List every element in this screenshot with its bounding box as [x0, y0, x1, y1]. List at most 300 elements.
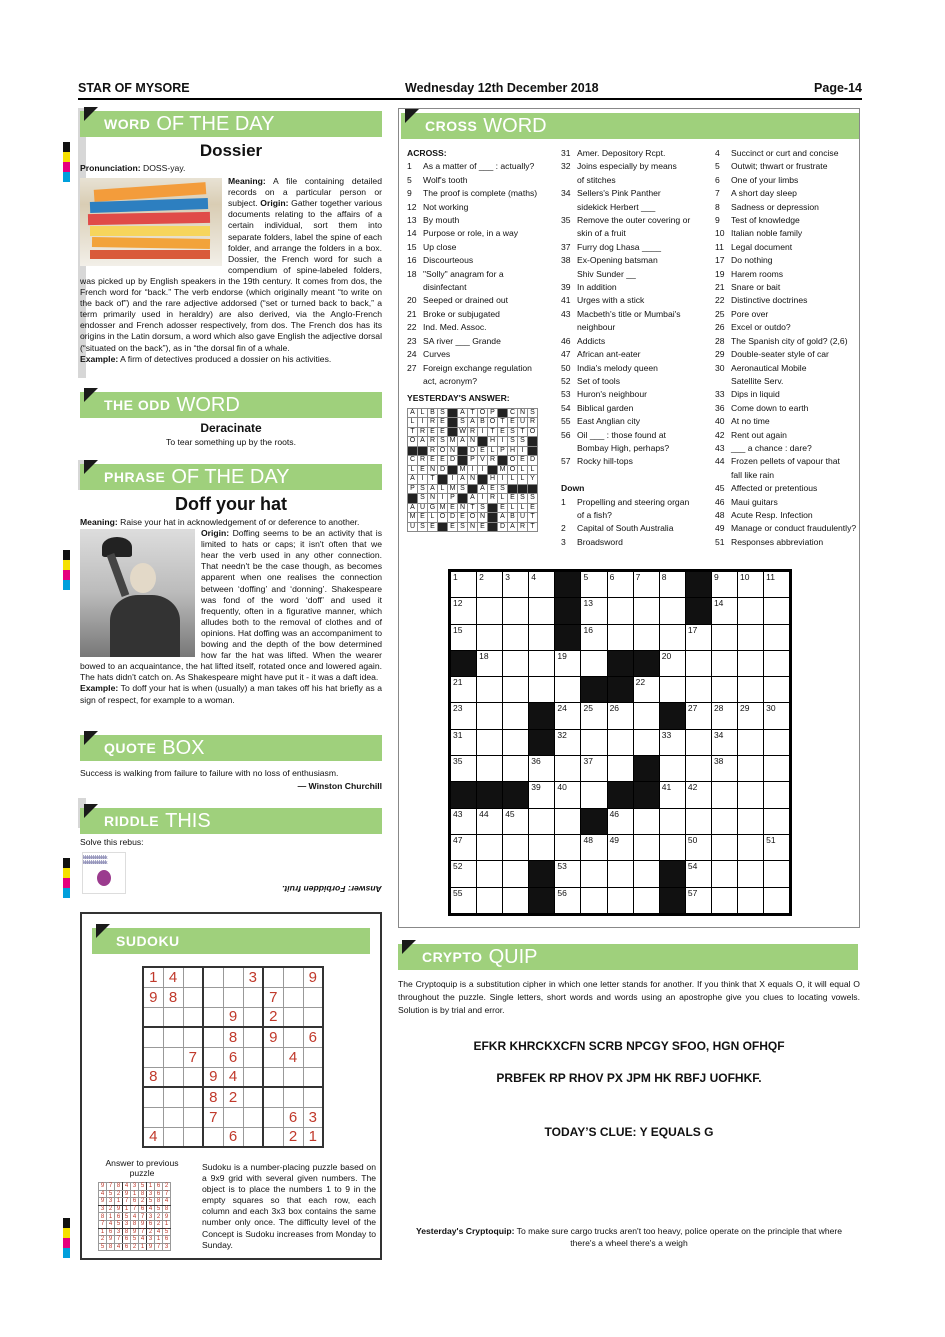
sudoku-cell[interactable]	[163, 1127, 183, 1147]
grid-cell[interactable]	[503, 598, 529, 624]
sudoku-cell[interactable]	[143, 1107, 163, 1127]
answer-cell: L	[518, 465, 528, 475]
prev-sudoku-cell: 3	[163, 1243, 171, 1251]
section-heading: THE ODD WORD	[80, 392, 382, 418]
grid-cell[interactable]	[477, 598, 503, 624]
answer-cell: E	[448, 522, 458, 532]
sudoku-cell[interactable]	[183, 1087, 203, 1107]
grid-cell[interactable]	[685, 756, 711, 782]
sudoku-cell[interactable]	[183, 1067, 203, 1087]
sudoku-cell[interactable]	[223, 987, 243, 1007]
grid-cell[interactable]	[659, 677, 685, 703]
grid-cell[interactable]: 35	[451, 756, 477, 782]
grid-cell[interactable]	[764, 677, 790, 703]
grid-cell[interactable]	[685, 650, 711, 676]
grid-cell[interactable]	[764, 887, 790, 913]
grid-cell[interactable]: 22	[633, 677, 659, 703]
clue: 3 Broadsword	[561, 536, 623, 547]
answer-cell: L	[518, 475, 528, 485]
grid-cell[interactable]	[477, 703, 503, 729]
grid-cell[interactable]	[659, 756, 685, 782]
grid-cell[interactable]	[633, 703, 659, 729]
grid-cell[interactable]	[685, 808, 711, 834]
grid-cell[interactable]	[764, 861, 790, 887]
sudoku-cell[interactable]: 1	[303, 1127, 323, 1147]
grid-cell[interactable]	[477, 729, 503, 755]
grid-cell[interactable]	[581, 729, 607, 755]
grid-cell[interactable]: 3	[503, 572, 529, 598]
grid-cell[interactable]	[503, 861, 529, 887]
grid-cell[interactable]: 19	[555, 650, 581, 676]
sudoku-cell[interactable]	[283, 1087, 303, 1107]
grid-cell[interactable]: 47	[451, 834, 477, 860]
sudoku-cell[interactable]	[223, 1107, 243, 1127]
grid-cell[interactable]: 41	[659, 782, 685, 808]
grid-cell[interactable]: 32	[555, 729, 581, 755]
answer-cell	[458, 494, 468, 504]
riddle-prompt: Solve this rebus:	[80, 837, 144, 847]
prev-sudoku-cell: 2	[139, 1198, 147, 1206]
sudoku-cell[interactable]	[163, 1107, 183, 1127]
clue: 51 Responses abbreviation	[715, 536, 824, 547]
sudoku-cell[interactable]	[183, 1127, 203, 1147]
crossword-grid[interactable]	[448, 569, 792, 916]
sudoku-cell[interactable]	[243, 987, 263, 1007]
grid-cell[interactable]: 21	[451, 677, 477, 703]
grid-cell[interactable]	[633, 808, 659, 834]
sudoku-cell[interactable]: 3	[243, 967, 263, 987]
sudoku-cell[interactable]: 9	[223, 1007, 243, 1027]
sudoku-cell[interactable]: 4	[283, 1047, 303, 1067]
sudoku-cell[interactable]: 8	[143, 1067, 163, 1087]
grid-cell[interactable]: 17	[685, 624, 711, 650]
grid-cell[interactable]	[477, 677, 503, 703]
answer-cell: E	[418, 513, 428, 523]
sudoku-cell[interactable]: 6	[303, 1027, 323, 1047]
sudoku-cell[interactable]	[203, 987, 223, 1007]
grid-cell[interactable]	[477, 887, 503, 913]
sudoku-cell[interactable]	[163, 1047, 183, 1067]
sudoku-cell[interactable]	[283, 1007, 303, 1027]
answer-cell: E	[508, 494, 518, 504]
sudoku-cell[interactable]	[283, 987, 303, 1007]
sudoku-grid[interactable]	[142, 966, 324, 1148]
grid-cell[interactable]: 26	[607, 703, 633, 729]
sudoku-cell[interactable]	[163, 1087, 183, 1107]
black-square	[685, 598, 711, 624]
grid-cell[interactable]	[738, 677, 764, 703]
grid-cell[interactable]	[633, 624, 659, 650]
grid-cell[interactable]	[529, 598, 555, 624]
quote-box	[80, 735, 382, 791]
clue: 29 Double-seater style of car	[715, 349, 829, 360]
grid-cell[interactable]	[633, 887, 659, 913]
grid-cell[interactable]	[738, 729, 764, 755]
prev-sudoku-cell: 1	[139, 1243, 147, 1251]
grid-cell[interactable]	[477, 624, 503, 650]
black-square	[659, 703, 685, 729]
sudoku-cell[interactable]	[243, 1087, 263, 1107]
answer-cell: V	[478, 456, 488, 466]
prev-sudoku-cell: 7	[123, 1198, 131, 1206]
grid-cell[interactable]: 25	[581, 703, 607, 729]
sudoku-cell[interactable]	[183, 967, 203, 987]
sudoku-cell[interactable]: 9	[203, 1067, 223, 1087]
grid-cell[interactable]: 9	[711, 572, 737, 598]
sudoku-cell[interactable]: 1	[143, 967, 163, 987]
clue: Satellite Serv.	[731, 375, 784, 386]
grid-cell[interactable]: 43	[451, 808, 477, 834]
grid-cell[interactable]: 14	[711, 598, 737, 624]
grid-cell[interactable]	[529, 808, 555, 834]
grid-cell[interactable]: 39	[529, 782, 555, 808]
sudoku-cell[interactable]	[143, 1087, 163, 1107]
sudoku-cell[interactable]: 8	[163, 987, 183, 1007]
clue: 35 Remove the outer covering or	[561, 215, 691, 226]
grid-cell[interactable]: 27	[685, 703, 711, 729]
grid-cell[interactable]: 20	[659, 650, 685, 676]
sudoku-cell[interactable]	[263, 1067, 283, 1087]
prev-sudoku-cell: 1	[163, 1220, 171, 1228]
grid-cell[interactable]: 24	[555, 703, 581, 729]
grid-cell[interactable]	[764, 729, 790, 755]
sudoku-cell[interactable]: 9	[143, 987, 163, 1007]
sudoku-cell[interactable]	[183, 1107, 203, 1127]
sudoku-cell[interactable]	[163, 1067, 183, 1087]
grid-cell[interactable]: 16	[581, 624, 607, 650]
grid-cell[interactable]: 28	[711, 703, 737, 729]
sudoku-cell[interactable]: 9	[263, 1027, 283, 1047]
sudoku-cell[interactable]	[243, 1107, 263, 1127]
grid-cell[interactable]	[503, 887, 529, 913]
grid-cell[interactable]	[764, 650, 790, 676]
grid-cell[interactable]	[503, 650, 529, 676]
answer-cell: T	[468, 503, 478, 513]
grid-cell[interactable]	[581, 782, 607, 808]
sudoku-cell[interactable]	[243, 1007, 263, 1027]
sudoku-cell[interactable]	[283, 1067, 303, 1087]
prev-sudoku-cell: 8	[163, 1205, 171, 1213]
grid-cell[interactable]: 51	[764, 834, 790, 860]
sudoku-cell[interactable]	[243, 1067, 263, 1087]
grid-cell[interactable]: 34	[711, 729, 737, 755]
sudoku-cell[interactable]	[243, 1047, 263, 1067]
grid-cell[interactable]	[659, 598, 685, 624]
grid-cell[interactable]	[503, 624, 529, 650]
grid-cell[interactable]	[764, 756, 790, 782]
grid-cell[interactable]: 57	[685, 887, 711, 913]
grid-cell[interactable]	[738, 834, 764, 860]
answer-cell	[478, 437, 488, 447]
sudoku-cell[interactable]: 7	[263, 987, 283, 1007]
grid-cell[interactable]	[711, 834, 737, 860]
grid-cell[interactable]	[711, 861, 737, 887]
clue: 37 Furry dog Lhasa ____	[561, 241, 662, 252]
sudoku-cell[interactable]	[303, 987, 323, 1007]
answer-cell	[528, 484, 538, 494]
prev-sudoku-cell: 6	[115, 1213, 123, 1221]
prev-sudoku-cell: 5	[123, 1213, 131, 1221]
sudoku-cell[interactable]	[303, 1087, 323, 1107]
sudoku-cell[interactable]	[183, 1027, 203, 1047]
clue: 33 Dips in liquid	[715, 389, 780, 400]
sudoku-cell[interactable]	[263, 1047, 283, 1067]
answer-cell: R	[488, 494, 498, 504]
grid-cell[interactable]	[503, 677, 529, 703]
grid-cell[interactable]	[581, 861, 607, 887]
grid-cell[interactable]: 12	[451, 598, 477, 624]
grid-cell[interactable]	[581, 887, 607, 913]
answer-cell: L	[408, 418, 418, 428]
grid-cell[interactable]: 50	[685, 834, 711, 860]
grid-cell[interactable]: 1	[451, 572, 477, 598]
prev-sudoku-cell: 5	[99, 1243, 107, 1251]
grid-cell[interactable]	[764, 808, 790, 834]
section-heading: RIDDLE THIS	[80, 808, 382, 834]
grid-cell[interactable]	[633, 729, 659, 755]
answer-cell	[448, 408, 458, 418]
prev-sudoku-cell: 6	[123, 1243, 131, 1251]
answer-cell: A	[458, 437, 468, 447]
grid-cell[interactable]: 29	[738, 703, 764, 729]
grid-cell[interactable]	[607, 598, 633, 624]
black-square	[451, 782, 477, 808]
sudoku-cell[interactable]	[263, 1107, 283, 1127]
yesterday-answer-grid	[407, 408, 557, 533]
sudoku-cell[interactable]	[263, 967, 283, 987]
hat-photo	[80, 529, 195, 657]
grid-cell[interactable]	[503, 756, 529, 782]
grid-cell[interactable]	[555, 756, 581, 782]
grid-cell[interactable]: 7	[633, 572, 659, 598]
grid-cell[interactable]: 11	[764, 572, 790, 598]
prev-sudoku-cell: 5	[107, 1190, 115, 1198]
grid-cell[interactable]	[529, 677, 555, 703]
grid-cell[interactable]	[607, 887, 633, 913]
sudoku-cell[interactable]	[263, 1127, 283, 1147]
sudoku-cell[interactable]: 2	[283, 1127, 303, 1147]
grid-cell[interactable]	[711, 782, 737, 808]
grid-cell[interactable]: 31	[451, 729, 477, 755]
answer-cell: S	[458, 522, 468, 532]
grid-cell[interactable]: 42	[685, 782, 711, 808]
sudoku-cell[interactable]: 6	[223, 1127, 243, 1147]
sudoku-cell[interactable]	[203, 1047, 223, 1067]
grid-cell[interactable]	[607, 624, 633, 650]
sudoku-cell[interactable]	[303, 1007, 323, 1027]
sudoku-cell[interactable]: 4	[143, 1127, 163, 1147]
grid-cell[interactable]: 23	[451, 703, 477, 729]
sudoku-cell[interactable]: 4	[223, 1067, 243, 1087]
riddle-this	[80, 808, 382, 898]
sudoku-cell[interactable]: 8	[203, 1087, 223, 1107]
sudoku-cell[interactable]: 3	[303, 1107, 323, 1127]
grid-cell[interactable]	[633, 861, 659, 887]
answer-cell: S	[418, 494, 428, 504]
clue: 56 Oil ___ : those found at	[561, 429, 666, 440]
sudoku-cell[interactable]	[183, 987, 203, 1007]
grid-cell[interactable]	[738, 861, 764, 887]
answer-cell: A	[408, 408, 418, 418]
grid-cell[interactable]	[555, 808, 581, 834]
grid-cell[interactable]: 4	[529, 572, 555, 598]
grid-cell[interactable]	[738, 808, 764, 834]
grid-cell[interactable]	[607, 756, 633, 782]
answer-cell	[488, 465, 498, 475]
grid-cell[interactable]: 13	[581, 598, 607, 624]
sudoku-cell[interactable]: 6	[223, 1047, 243, 1067]
sudoku-cell[interactable]	[303, 1067, 323, 1087]
grid-cell[interactable]: 33	[659, 729, 685, 755]
grid-cell[interactable]: 38	[711, 756, 737, 782]
grid-cell[interactable]: 37	[581, 756, 607, 782]
grid-cell[interactable]: 53	[555, 861, 581, 887]
grid-cell[interactable]: 44	[477, 808, 503, 834]
grid-cell[interactable]	[659, 624, 685, 650]
color-marks-bottom	[63, 1218, 70, 1258]
grid-cell[interactable]	[607, 729, 633, 755]
sudoku-cell[interactable]	[143, 1027, 163, 1047]
sudoku-cell[interactable]: 9	[303, 967, 323, 987]
sudoku-cell[interactable]: 8	[223, 1027, 243, 1047]
sudoku-cell[interactable]: 2	[223, 1087, 243, 1107]
grid-cell[interactable]	[738, 756, 764, 782]
grid-cell[interactable]	[633, 834, 659, 860]
grid-cell[interactable]: 10	[738, 572, 764, 598]
grid-cell[interactable]: 8	[659, 572, 685, 598]
grid-cell[interactable]: 55	[451, 887, 477, 913]
grid-cell[interactable]: 49	[607, 834, 633, 860]
sudoku-cell[interactable]	[183, 1007, 203, 1027]
sudoku-cell[interactable]	[143, 1047, 163, 1067]
grid-cell[interactable]: 2	[477, 572, 503, 598]
grid-cell[interactable]	[764, 598, 790, 624]
answer-cell: N	[428, 494, 438, 504]
sudoku-cell[interactable]	[303, 1047, 323, 1067]
grid-cell[interactable]	[503, 834, 529, 860]
sudoku-cell[interactable]: 2	[263, 1007, 283, 1027]
grid-cell[interactable]	[764, 624, 790, 650]
grid-cell[interactable]	[607, 861, 633, 887]
grid-cell[interactable]: 48	[581, 834, 607, 860]
answer-cell: E	[428, 522, 438, 532]
sudoku-cell[interactable]	[203, 1027, 223, 1047]
sudoku-cell[interactable]	[263, 1087, 283, 1107]
grid-cell[interactable]	[581, 650, 607, 676]
clue: 20 Seeped or drained out	[407, 295, 509, 306]
grid-cell[interactable]	[659, 834, 685, 860]
answer-cell: S	[438, 437, 448, 447]
clue: 15 Up close	[407, 241, 457, 252]
grid-cell[interactable]: 6	[607, 572, 633, 598]
sudoku-cell[interactable]: 6	[283, 1107, 303, 1127]
sudoku-cell[interactable]	[203, 1127, 223, 1147]
grid-cell[interactable]: 40	[555, 782, 581, 808]
grid-cell[interactable]: 30	[764, 703, 790, 729]
grid-cell[interactable]	[685, 677, 711, 703]
answer-cell: M	[458, 465, 468, 475]
grid-cell[interactable]	[685, 729, 711, 755]
grid-cell[interactable]	[529, 650, 555, 676]
grid-cell[interactable]: 36	[529, 756, 555, 782]
grid-cell[interactable]: 52	[451, 861, 477, 887]
prev-sudoku-cell: 5	[139, 1183, 147, 1191]
grid-cell[interactable]	[738, 887, 764, 913]
clue: 25 Pore over	[715, 308, 769, 319]
phrase-body: Origin: Doffing seems to be an activity that is limited to hats or caps; it isn't often that we hear the verb used in any other connection. That needn't be the case though, as becomes apparent when one realises the connection between ‘doffing’ and ‘donning’. Shakespeare was fond of the word ‘doff’ and used it frequently, often in a figurative manner, which alludes both to the removal of clothes and of opinions. Hat doffing was an accompaniment to bowing and the depth of the bow determined how far the hat was lifted. When the wearer bowed to an acquaintance, the hat lifted itself, rotated once and lowered again. The hats didn't catch on. As Shakespeare might have put it - it was a daft idea. Example: To doff your hat is when (usually) a man takes off his hat briefly as a sign of respect, for example to a woman.	[80, 528, 382, 705]
sudoku-cell[interactable]	[283, 967, 303, 987]
grid-cell[interactable]	[529, 624, 555, 650]
sudoku-cell[interactable]	[243, 1027, 263, 1047]
grid-cell[interactable]	[738, 598, 764, 624]
grid-cell[interactable]: 18	[477, 650, 503, 676]
answer-cell: A	[458, 408, 468, 418]
sudoku-cell[interactable]	[283, 1027, 303, 1047]
grid-cell[interactable]	[711, 624, 737, 650]
sudoku-cell[interactable]	[163, 1027, 183, 1047]
grid-cell[interactable]	[738, 782, 764, 808]
answer-cell: R	[428, 446, 438, 456]
sudoku-cell[interactable]	[243, 1127, 263, 1147]
answer-cell: B	[508, 513, 518, 523]
grid-cell[interactable]	[633, 598, 659, 624]
sudoku-cell[interactable]	[163, 1007, 183, 1027]
grid-cell[interactable]	[529, 834, 555, 860]
grid-cell[interactable]	[477, 861, 503, 887]
sudoku-cell[interactable]	[143, 1007, 163, 1027]
grid-cell[interactable]	[738, 650, 764, 676]
prev-sudoku-cell: 7	[115, 1236, 123, 1244]
clue: 55 East Anglian city	[561, 416, 641, 427]
sudoku-cell[interactable]	[203, 1007, 223, 1027]
odd-word-title: Deracinate	[200, 421, 262, 435]
grid-cell[interactable]	[711, 677, 737, 703]
across-clues-2	[561, 147, 711, 549]
answer-cell: O	[468, 513, 478, 523]
grid-cell[interactable]	[764, 782, 790, 808]
answer-cell: L	[418, 408, 428, 418]
sudoku-cell[interactable]: 7	[183, 1047, 203, 1067]
grid-cell[interactable]	[555, 834, 581, 860]
sudoku-cell[interactable]	[223, 967, 243, 987]
grid-cell[interactable]	[503, 729, 529, 755]
grid-cell[interactable]	[555, 677, 581, 703]
grid-cell[interactable]	[477, 756, 503, 782]
clue: Bombay High, perhaps?	[577, 442, 670, 453]
grid-cell[interactable]	[477, 834, 503, 860]
grid-cell[interactable]: 54	[685, 861, 711, 887]
grid-cell[interactable]: 15	[451, 624, 477, 650]
grid-cell[interactable]	[711, 650, 737, 676]
clue: act, acronym?	[423, 375, 477, 386]
prev-sudoku-cell: 4	[123, 1183, 131, 1191]
grid-cell[interactable]	[659, 808, 685, 834]
sudoku-cell[interactable]: 7	[203, 1107, 223, 1127]
grid-cell[interactable]: 56	[555, 887, 581, 913]
grid-cell[interactable]	[711, 887, 737, 913]
grid-cell[interactable]	[738, 624, 764, 650]
answer-cell: C	[408, 456, 418, 466]
grid-cell[interactable]: 5	[581, 572, 607, 598]
grid-cell[interactable]	[711, 808, 737, 834]
grid-cell[interactable]: 45	[503, 808, 529, 834]
clue: 5 Wolf's tooth	[407, 174, 468, 185]
sudoku-cell[interactable]: 4	[163, 967, 183, 987]
grid-cell[interactable]: 46	[607, 808, 633, 834]
sudoku-cell[interactable]	[203, 967, 223, 987]
grid-cell[interactable]	[503, 703, 529, 729]
prev-sudoku-cell: 4	[155, 1228, 163, 1236]
